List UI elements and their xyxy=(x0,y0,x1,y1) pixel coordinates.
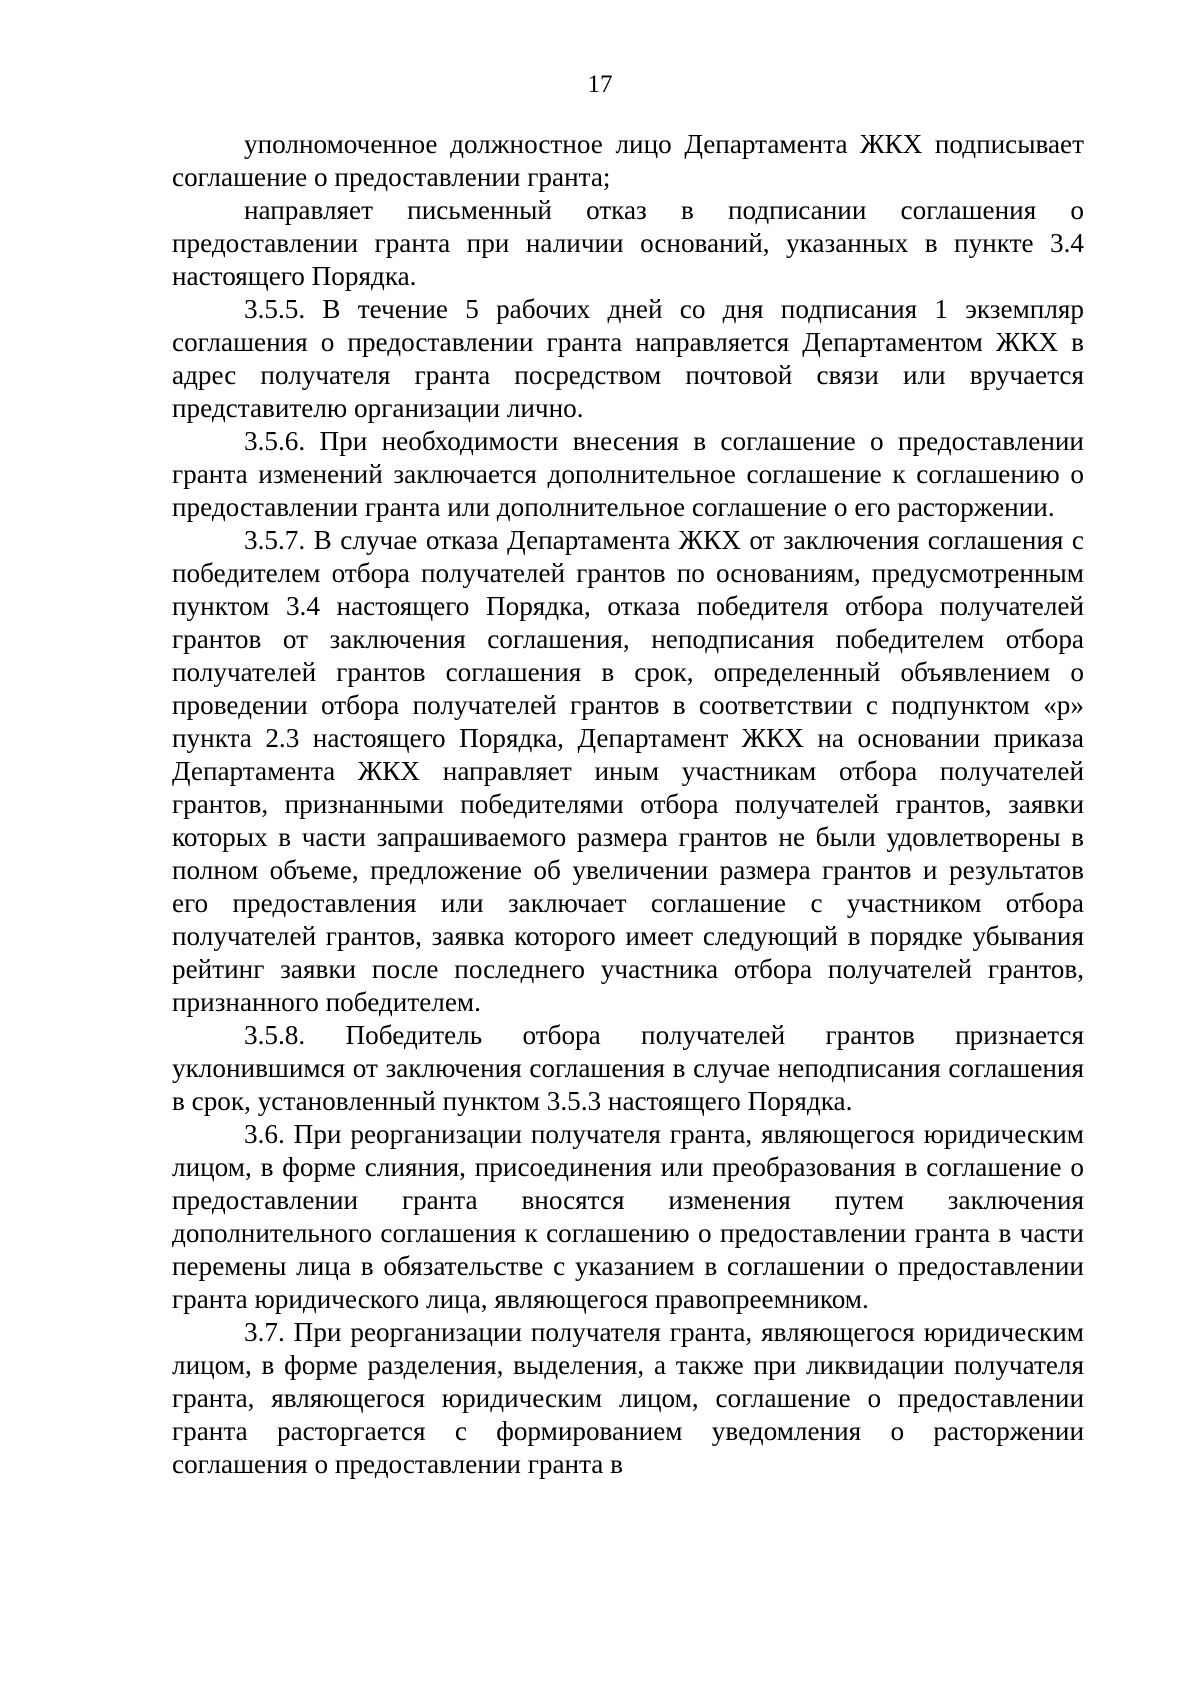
paragraph-refusal: направляет письменный отказ в подписании соглашения о предоставлении гранта при наличии оснований, указанных в пункте 3.4 настоящего Порядка. xyxy=(172,195,1084,291)
page-number: 17 xyxy=(587,71,613,98)
paragraph-signing: уполномоченное должностное лицо Департамента ЖКХ подписывает соглашение о предоставлении гранта; xyxy=(172,129,1084,192)
document-body xyxy=(172,128,1084,1481)
paragraph-3-7: 3.7. При реорганизации получателя гранта, являющегося юридическим лицом, в форме разделения, выделения, а также при ликвидации получателя гранта, являющегося юридическим лицом, соглашение о предоставлении гранта расторгается с формированием уведомления о расторжении соглашения о предоставлении гранта в xyxy=(172,1317,1084,1479)
paragraph-3-6: 3.6. При реорганизации получателя гранта, являющегося юридическим лицом, в форме слияния, присоединения или преобразования в соглашение о предоставлении гранта вносятся изменения путем заключения дополнительного соглашения к соглашению о предоставлении гранта в части перемены лица в обязательстве с указанием в соглашении о предоставлении гранта юридического лица, являющегося правопреемником. xyxy=(172,1119,1084,1314)
paragraph-3-5-6: 3.5.6. При необходимости внесения в соглашение о предоставлении гранта изменений заключается дополнительное соглашение к соглашению о предоставлении гранта или дополнительное соглашение о его расторжении. xyxy=(172,426,1084,522)
paragraph-3-5-7: 3.5.7. В случае отказа Департамента ЖКХ от заключения соглашения с победителем отбора получателей грантов по основаниям, предусмотренным пунктом 3.4 настоящего Порядка, отказа победителя отбора получателей грантов от заключения соглашения, неподписания победителем отбора получателей грантов соглашения в срок, определенный объявлением о проведении отбора получателей грантов в соответствии с подпунктом «р» пункта 2.3 настоящего Порядка, Департамент ЖКХ на основании приказа Департамента ЖКХ направляет иным участникам отбора получателей грантов, признанными победителями отбора получателей грантов, заявки которых в части запрашиваемого размера грантов не были удовлетворены в полном объеме, предложение об увеличении размера грантов и результатов его предоставления или заключает соглашение с участником отбора получателей грантов, заявка которого имеет следующий в порядке убывания рейтинг заявки после последнего участника отбора получателей грантов, признанного победителем. xyxy=(172,525,1084,1017)
paragraph-3-5-5: 3.5.5. В течение 5 рабочих дней со дня подписания 1 экземпляр соглашения о предоставлении гранта направляется Департаментом ЖКХ в адрес получателя гранта посредством почтовой связи или вручается представителю организации лично. xyxy=(172,294,1084,423)
paragraph-3-5-8: 3.5.8. Победитель отбора получателей грантов признается уклонившимся от заключения соглашения в случае неподписания соглашения в срок, установленный пунктом 3.5.3 настоящего Порядка. xyxy=(172,1020,1084,1116)
